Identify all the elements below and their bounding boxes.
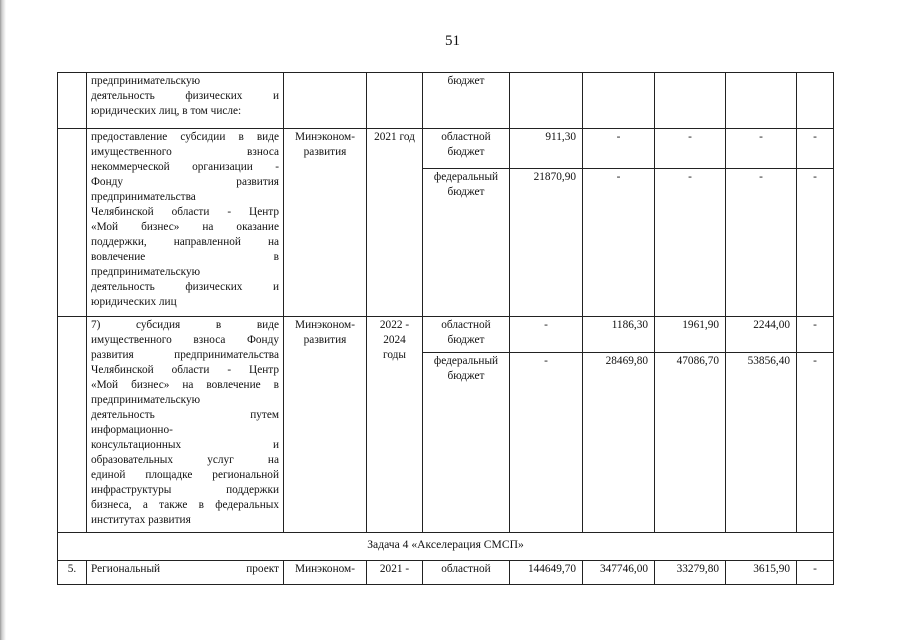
value-cell: - xyxy=(510,317,583,353)
description-line: консультационных и xyxy=(91,439,279,451)
description-line: информационно- xyxy=(91,424,173,436)
period-cell xyxy=(367,73,423,129)
value-cell: - xyxy=(797,561,834,585)
description-cell xyxy=(87,73,284,129)
budget-cell: областной xyxy=(423,561,510,585)
row-number-cell xyxy=(58,73,87,129)
description-line: предпринимательскую xyxy=(91,75,201,87)
value-cell: 1186,30 xyxy=(583,317,655,353)
budget-cell: областной бюджет xyxy=(423,129,510,169)
description-line: юридических лиц xyxy=(91,296,177,308)
value-cell xyxy=(655,73,726,129)
budget-cell: федеральный бюджет xyxy=(423,169,510,317)
row-number-cell xyxy=(58,317,87,533)
table-row xyxy=(58,317,834,353)
program-table-wrapper xyxy=(57,72,834,585)
budget-cell: федеральный бюджет xyxy=(423,353,510,533)
page-number: 51 xyxy=(445,33,460,49)
description-line: 7) субсидия в виде xyxy=(91,319,279,331)
budget-cell: областной бюджет xyxy=(423,317,510,353)
description-line: предпринимательскую xyxy=(91,394,201,406)
table-row xyxy=(58,533,834,561)
description-line: «Мой бизнес» на оказание xyxy=(91,221,279,233)
row-number-cell xyxy=(58,129,87,317)
value-cell: 144649,70 xyxy=(510,561,583,585)
description-line: развития предпринимательства xyxy=(91,349,279,361)
table-row xyxy=(58,129,834,169)
description-line: поддержки, направленной на xyxy=(91,236,279,248)
period-cell: 2021 - xyxy=(367,561,423,585)
description-line: Челябинской области - Центр xyxy=(91,206,279,218)
budget-cell: бюджет xyxy=(423,73,510,129)
value-cell xyxy=(726,73,797,129)
value-cell: - xyxy=(583,169,655,317)
description-line: предпринимательства xyxy=(91,191,196,203)
description-line: образовательных услуг на xyxy=(91,454,279,466)
value-cell xyxy=(583,73,655,129)
description-line: «Мой бизнес» на вовлечение в xyxy=(91,379,279,391)
row-number-cell: 5. xyxy=(58,561,87,585)
description-cell xyxy=(87,561,284,585)
description-line: единой площадке региональной xyxy=(91,469,279,481)
executor-cell xyxy=(284,73,367,129)
value-cell xyxy=(510,73,583,129)
value-cell: - xyxy=(510,353,583,533)
value-cell: 33279,80 xyxy=(655,561,726,585)
description-line: предпринимательскую xyxy=(91,266,201,278)
description-line: деятельность физических и xyxy=(91,281,279,293)
value-cell: 1961,90 xyxy=(655,317,726,353)
value-cell: - xyxy=(797,317,834,353)
description-line: деятельность путем xyxy=(91,409,279,421)
program-table xyxy=(57,72,834,585)
value-cell: - xyxy=(655,169,726,317)
table-row xyxy=(58,561,834,585)
description-line: некоммерческой организации - xyxy=(91,161,279,173)
value-cell: - xyxy=(726,169,797,317)
value-cell xyxy=(797,73,834,129)
value-cell: - xyxy=(797,353,834,533)
scan-edge xyxy=(0,0,6,640)
description-line: Челябинской области - Центр xyxy=(91,364,279,376)
description-line: вовлечение в xyxy=(91,251,279,263)
value-cell: 47086,70 xyxy=(655,353,726,533)
executor-cell: Минэконом- xyxy=(284,561,367,585)
description-line: Региональный проект xyxy=(91,563,279,575)
table-row xyxy=(58,73,834,129)
description-cell xyxy=(87,317,284,533)
description-cell xyxy=(87,129,284,317)
description-line: институтах развития xyxy=(91,514,191,526)
value-cell: 53856,40 xyxy=(726,353,797,533)
value-cell: - xyxy=(797,169,834,317)
executor-cell: Минэконом- развития xyxy=(284,129,367,317)
description-line: деятельность физических и xyxy=(91,90,279,102)
description-line: предоставление субсидии в виде xyxy=(91,131,279,143)
value-cell: 3615,90 xyxy=(726,561,797,585)
value-cell: 347746,00 xyxy=(583,561,655,585)
value-cell: 2244,00 xyxy=(726,317,797,353)
value-cell: - xyxy=(583,129,655,169)
value-cell: 911,30 xyxy=(510,129,583,169)
value-cell: - xyxy=(797,129,834,169)
value-cell: - xyxy=(655,129,726,169)
description-line: инфраструктуры поддержки xyxy=(91,484,279,496)
description-line: юридических лиц, в том числе: xyxy=(91,105,242,117)
value-cell: 21870,90 xyxy=(510,169,583,317)
value-cell: - xyxy=(726,129,797,169)
value-cell: 28469,80 xyxy=(583,353,655,533)
description-line: Фонду развития xyxy=(91,176,279,188)
description-line: имущественного взноса xyxy=(91,146,279,158)
period-cell: 2022 - 2024 годы xyxy=(367,317,423,533)
period-cell: 2021 год xyxy=(367,129,423,317)
executor-cell: Минэконом- развития xyxy=(284,317,367,533)
description-line: имущественного взноса Фонду xyxy=(91,334,279,346)
task-heading: Задача 4 «Акселерация СМСП» xyxy=(58,533,834,561)
description-line: бизнеса, а также в федеральных xyxy=(91,499,279,511)
